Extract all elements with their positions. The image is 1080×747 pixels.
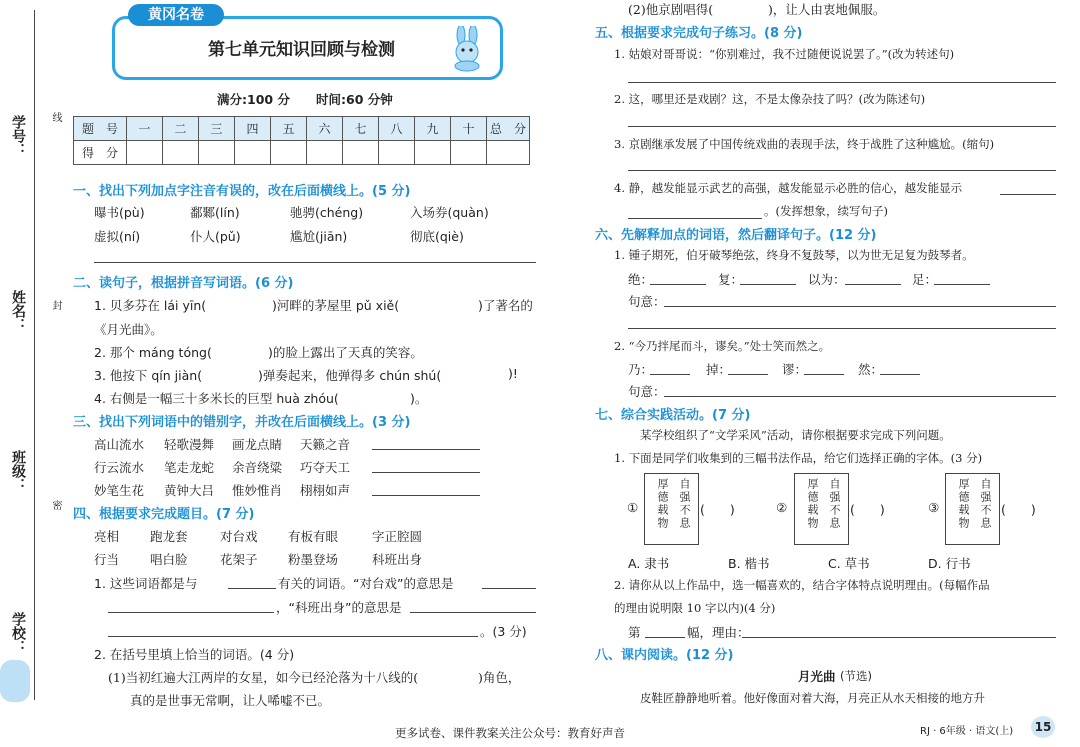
q7-text: 幅，理由： bbox=[687, 625, 750, 640]
table-cell: 四 bbox=[235, 117, 271, 141]
table-cell: 题 号 bbox=[74, 117, 127, 141]
table-cell: 九 bbox=[415, 117, 451, 141]
table-cell: 七 bbox=[343, 117, 379, 141]
footer-note: 更多试卷、课件教案关注公众号：教育好声音 bbox=[395, 726, 625, 740]
q2-text: 2. 那个 máng tóng( bbox=[94, 345, 212, 360]
q4-text: 有关的词语。“对台戏”的意思是 bbox=[278, 576, 454, 591]
q4-text: (1)当初红遍大江两岸的女星，如今已经沦落为十八线的( bbox=[108, 670, 419, 685]
q4-title: 四、根据要求完成题目。(7 分) bbox=[73, 507, 255, 522]
calligraphy-sample-3 bbox=[945, 473, 1000, 545]
q6-label: 句意： bbox=[628, 384, 666, 399]
q4-text: )，让人由衷地佩服。 bbox=[768, 2, 886, 17]
q3-title: 三、找出下列词语中的错别字，并改在后面横线上。(3 分) bbox=[73, 415, 411, 430]
q4-text: )角色， bbox=[478, 670, 521, 685]
table-cell: 五 bbox=[271, 117, 307, 141]
answer-line[interactable] bbox=[742, 637, 1056, 638]
q8-passage-title: 月光曲 bbox=[798, 669, 836, 684]
q6-text: 2. “今乃拌尾而斗，谬矣。”处士笑而然之。 bbox=[614, 339, 831, 353]
q3-word: 惟妙惟肖 bbox=[232, 483, 283, 498]
q6-word: 乃： bbox=[628, 362, 654, 377]
table-cell: 六 bbox=[307, 117, 343, 141]
score-input[interactable] bbox=[235, 141, 271, 165]
q2-text: )的脸上露出了天真的笑容。 bbox=[268, 345, 423, 360]
q2-text: )河畔的茅屋里 pǔ xiě( bbox=[272, 298, 400, 313]
q3-word: 天籁之音 bbox=[300, 437, 351, 452]
q4-text: 1. 这些词语都是与 bbox=[94, 576, 198, 591]
q7-text: 1. 下面是同学们收集到的三幅书法作品，给它们选择正确的字体。(3 分) bbox=[614, 451, 983, 465]
q6-title: 六、先解释加点的词语，然后翻译句子。(12 分) bbox=[595, 228, 877, 243]
q1-item: 入场券(quàn) bbox=[410, 205, 489, 220]
q4-word: 科班出身 bbox=[372, 552, 423, 567]
answer-line[interactable] bbox=[664, 396, 1056, 397]
score-input[interactable] bbox=[379, 141, 415, 165]
answer-line[interactable] bbox=[645, 637, 685, 638]
q4-word: 粉墨登场 bbox=[288, 552, 339, 567]
q7-text: 的理由说明限 10 字以内)(4 分) bbox=[614, 601, 776, 615]
brand-logo: 黄冈名卷 bbox=[128, 4, 224, 26]
q7-option: B. 楷书 bbox=[728, 556, 770, 571]
q4-word: 字正腔圆 bbox=[372, 529, 423, 544]
q6-word: 复： bbox=[718, 272, 744, 287]
margin-secret-mark: 密 bbox=[50, 500, 61, 510]
q1-item: 尴尬(jiān) bbox=[290, 229, 348, 244]
margin-class: 班级： bbox=[10, 450, 26, 492]
score-input[interactable] bbox=[343, 141, 379, 165]
answer-line[interactable] bbox=[482, 588, 536, 589]
answer-line[interactable] bbox=[108, 612, 274, 613]
q4-word: 行当 bbox=[94, 552, 120, 567]
q8-title: 八、课内阅读。(12 分) bbox=[595, 648, 734, 663]
q4-word: 有板有眼 bbox=[288, 529, 339, 544]
q3-word: 余音绕粱 bbox=[232, 460, 283, 475]
q5-title: 五、根据要求完成句子练习。(8 分) bbox=[595, 26, 803, 41]
answer-line[interactable] bbox=[628, 170, 1056, 171]
calligraphy-col: 厚德载物 bbox=[957, 478, 970, 530]
table-cell: 一 bbox=[127, 117, 163, 141]
q7-option: D. 行书 bbox=[928, 556, 971, 571]
page-number: 15 bbox=[1031, 716, 1055, 738]
q4-text: 真的是世事无常啊，让人唏嘘不已。 bbox=[130, 693, 331, 708]
answer-line[interactable] bbox=[880, 374, 920, 375]
q6-text: 1. 锺子期死，伯牙破琴绝弦，终身不复鼓琴，以为世无足复为鼓琴者。 bbox=[614, 248, 974, 262]
q4-word: 跑龙套 bbox=[150, 529, 188, 544]
q3-word: 栩栩如声 bbox=[300, 483, 351, 498]
q2-text: )。 bbox=[410, 391, 428, 406]
score-input[interactable] bbox=[163, 141, 199, 165]
q1-title: 一、找出下列加点字注音有误的，改在后面横线上。(5 分) bbox=[73, 184, 411, 199]
table-cell: 八 bbox=[379, 117, 415, 141]
calligraphy-col: 厚德载物 bbox=[806, 478, 819, 530]
q5-text: 2. 这，哪里还是戏剧？这，不是太像杂技了吗？(改为陈述句) bbox=[614, 92, 926, 106]
answer-line[interactable] bbox=[845, 284, 901, 285]
answer-line[interactable] bbox=[628, 328, 1056, 329]
score-input[interactable] bbox=[487, 141, 530, 165]
footer-grade: RJ · 6年级 · 语文(上) bbox=[920, 726, 1014, 737]
q7-text: 2. 请你从以上作品中，选一幅喜欢的，结合字体特点说明理由。(每幅作品 bbox=[614, 578, 990, 592]
margin-seal-mark: 封 bbox=[50, 300, 61, 310]
answer-line[interactable] bbox=[228, 588, 276, 589]
table-row bbox=[74, 117, 530, 141]
answer-line[interactable] bbox=[94, 262, 536, 263]
calligraphy-sample-1 bbox=[644, 473, 699, 545]
margin-line-mark: 线 bbox=[50, 112, 61, 122]
answer-paren[interactable]: ( ) bbox=[1001, 502, 1036, 517]
margin-school: 学校： bbox=[10, 612, 26, 654]
q5-text: 1. 姑娘对哥哥说：“你别难过，我不过随便说说罢了。”(改为转述句) bbox=[614, 47, 955, 61]
answer-line[interactable] bbox=[1000, 194, 1056, 195]
q5-text: 。(发挥想象，续写句子) bbox=[764, 204, 888, 218]
q7-mark: ② bbox=[776, 500, 788, 515]
table-cell: 三 bbox=[199, 117, 235, 141]
q4-word: 对台戏 bbox=[220, 529, 258, 544]
answer-line[interactable] bbox=[650, 374, 690, 375]
rabbit-mascot-icon bbox=[445, 26, 491, 72]
q7-text: 第 bbox=[628, 625, 641, 640]
q4-word: 花架子 bbox=[220, 552, 258, 567]
q1-item: 驰骋(chéng) bbox=[290, 205, 364, 220]
answer-line[interactable] bbox=[740, 284, 796, 285]
table-cell: 二 bbox=[163, 117, 199, 141]
answer-line[interactable] bbox=[934, 284, 990, 285]
q4-text: 2. 在括号里填上恰当的词语。(4 分) bbox=[94, 647, 295, 662]
q8-passage-text: 皮鞋匠静静地听着。他好像面对着大海，月亮正从水天相接的地方升 bbox=[640, 691, 985, 705]
q2-text: 4. 右侧是一幅三十多米长的巨型 huà zhóu( bbox=[94, 391, 339, 406]
score-input[interactable] bbox=[451, 141, 487, 165]
q7-mark: ③ bbox=[928, 500, 940, 515]
q1-item: 鄱鄹(lín) bbox=[190, 205, 240, 220]
q2-text: 1. 贝多芬在 lái yīn( bbox=[94, 298, 207, 313]
score-input[interactable] bbox=[307, 141, 343, 165]
q4-text: (2)他京剧唱得( bbox=[628, 2, 714, 17]
answer-line[interactable] bbox=[628, 82, 1056, 83]
q4-word: 唱白脸 bbox=[150, 552, 188, 567]
q2-text: )了著名的 bbox=[478, 298, 533, 313]
mascot-icon bbox=[0, 660, 30, 702]
q6-word: 足： bbox=[912, 272, 938, 287]
q3-word: 妙笔生花 bbox=[94, 483, 145, 498]
answer-line[interactable] bbox=[372, 472, 480, 473]
calligraphy-col: 自强不息 bbox=[828, 478, 841, 530]
table-cell: 得 分 bbox=[74, 141, 127, 165]
answer-line[interactable] bbox=[728, 374, 768, 375]
full-score: 满分:100 分 bbox=[217, 92, 290, 107]
score-input[interactable] bbox=[127, 141, 163, 165]
q7-title: 七、综合实践活动。(7 分) bbox=[595, 408, 751, 423]
calligraphy-sample-2 bbox=[794, 473, 849, 545]
answer-line[interactable] bbox=[410, 612, 536, 613]
answer-paren[interactable]: ( ) bbox=[700, 502, 735, 517]
answer-line[interactable] bbox=[628, 126, 1056, 127]
q4-text: ，“科班出身”的意思是 bbox=[276, 600, 402, 615]
q6-word: 掉： bbox=[706, 362, 732, 377]
q1-item: 曝书(pù) bbox=[94, 205, 145, 220]
q3-word: 巧夺天工 bbox=[300, 460, 351, 475]
q8-passage-note: (节选) bbox=[840, 669, 872, 683]
q2-text: )弹奏起来，他弹得多 chún shú( bbox=[258, 368, 442, 383]
score-input[interactable] bbox=[271, 141, 307, 165]
q1-item: 虚拟(ní) bbox=[94, 229, 141, 244]
q3-word: 黄钟大吕 bbox=[164, 483, 215, 498]
q2-text: 3. 他按下 qín jiàn( bbox=[94, 368, 203, 383]
score-input[interactable] bbox=[199, 141, 235, 165]
q7-text: 某学校组织了“文学采风”活动，请你根据要求完成下列问题。 bbox=[640, 428, 951, 442]
margin-divider bbox=[34, 10, 35, 700]
q4-text: 。(3 分) bbox=[480, 624, 527, 639]
score-table bbox=[73, 116, 530, 165]
answer-line[interactable] bbox=[108, 636, 478, 637]
calligraphy-col: 厚德载物 bbox=[656, 478, 669, 530]
answer-line[interactable] bbox=[372, 449, 480, 450]
time-limit: 时间:60 分钟 bbox=[316, 92, 393, 107]
q3-word: 笔走龙蛇 bbox=[164, 460, 215, 475]
calligraphy-col: 自强不息 bbox=[678, 478, 691, 530]
answer-line[interactable] bbox=[650, 284, 706, 285]
answer-line[interactable] bbox=[628, 218, 762, 219]
q2-text: 《月光曲》。 bbox=[94, 322, 163, 337]
q1-item: 彻底(qiè) bbox=[410, 229, 464, 244]
q3-word: 画龙点睛 bbox=[232, 437, 283, 452]
score-input[interactable] bbox=[415, 141, 451, 165]
q1-item: 仆人(pǔ) bbox=[190, 229, 241, 244]
q3-word: 行云流水 bbox=[94, 460, 145, 475]
q2-title: 二、读句子，根据拼音写词语。(6 分) bbox=[73, 276, 294, 291]
table-row bbox=[74, 141, 530, 165]
q6-word: 然： bbox=[858, 362, 884, 377]
q3-word: 高山流水 bbox=[94, 437, 145, 452]
answer-line[interactable] bbox=[664, 306, 1056, 307]
q3-word: 轻歌漫舞 bbox=[164, 437, 215, 452]
answer-line[interactable] bbox=[372, 495, 480, 496]
q5-text: 3. 京剧继承发展了中国传统戏曲的表现手法，终于战胜了这种尴尬。(缩句) bbox=[614, 137, 995, 151]
q6-word: 谬： bbox=[782, 362, 808, 377]
q6-word: 以为： bbox=[808, 272, 846, 287]
q7-mark: ① bbox=[627, 500, 639, 515]
margin-name: 姓名： bbox=[10, 290, 26, 332]
q6-label: 句意： bbox=[628, 294, 666, 309]
q4-word: 亮相 bbox=[94, 529, 120, 544]
q7-option: A. 隶书 bbox=[628, 556, 670, 571]
table-cell: 总 分 bbox=[487, 117, 530, 141]
table-cell: 十 bbox=[451, 117, 487, 141]
calligraphy-col: 自强不息 bbox=[979, 478, 992, 530]
answer-line[interactable] bbox=[804, 374, 844, 375]
answer-paren[interactable]: ( ) bbox=[850, 502, 885, 517]
margin-student-number: 学号： bbox=[10, 115, 26, 157]
q6-word: 绝： bbox=[628, 272, 654, 287]
page-title: 第七单元知识回顾与检测 bbox=[208, 40, 395, 60]
q7-option: C. 草书 bbox=[828, 556, 870, 571]
q2-text: )! bbox=[508, 366, 518, 381]
q5-text: 4. 静，越发能显示武艺的高强，越发能显示必胜的信心，越发能显示 bbox=[614, 181, 963, 195]
